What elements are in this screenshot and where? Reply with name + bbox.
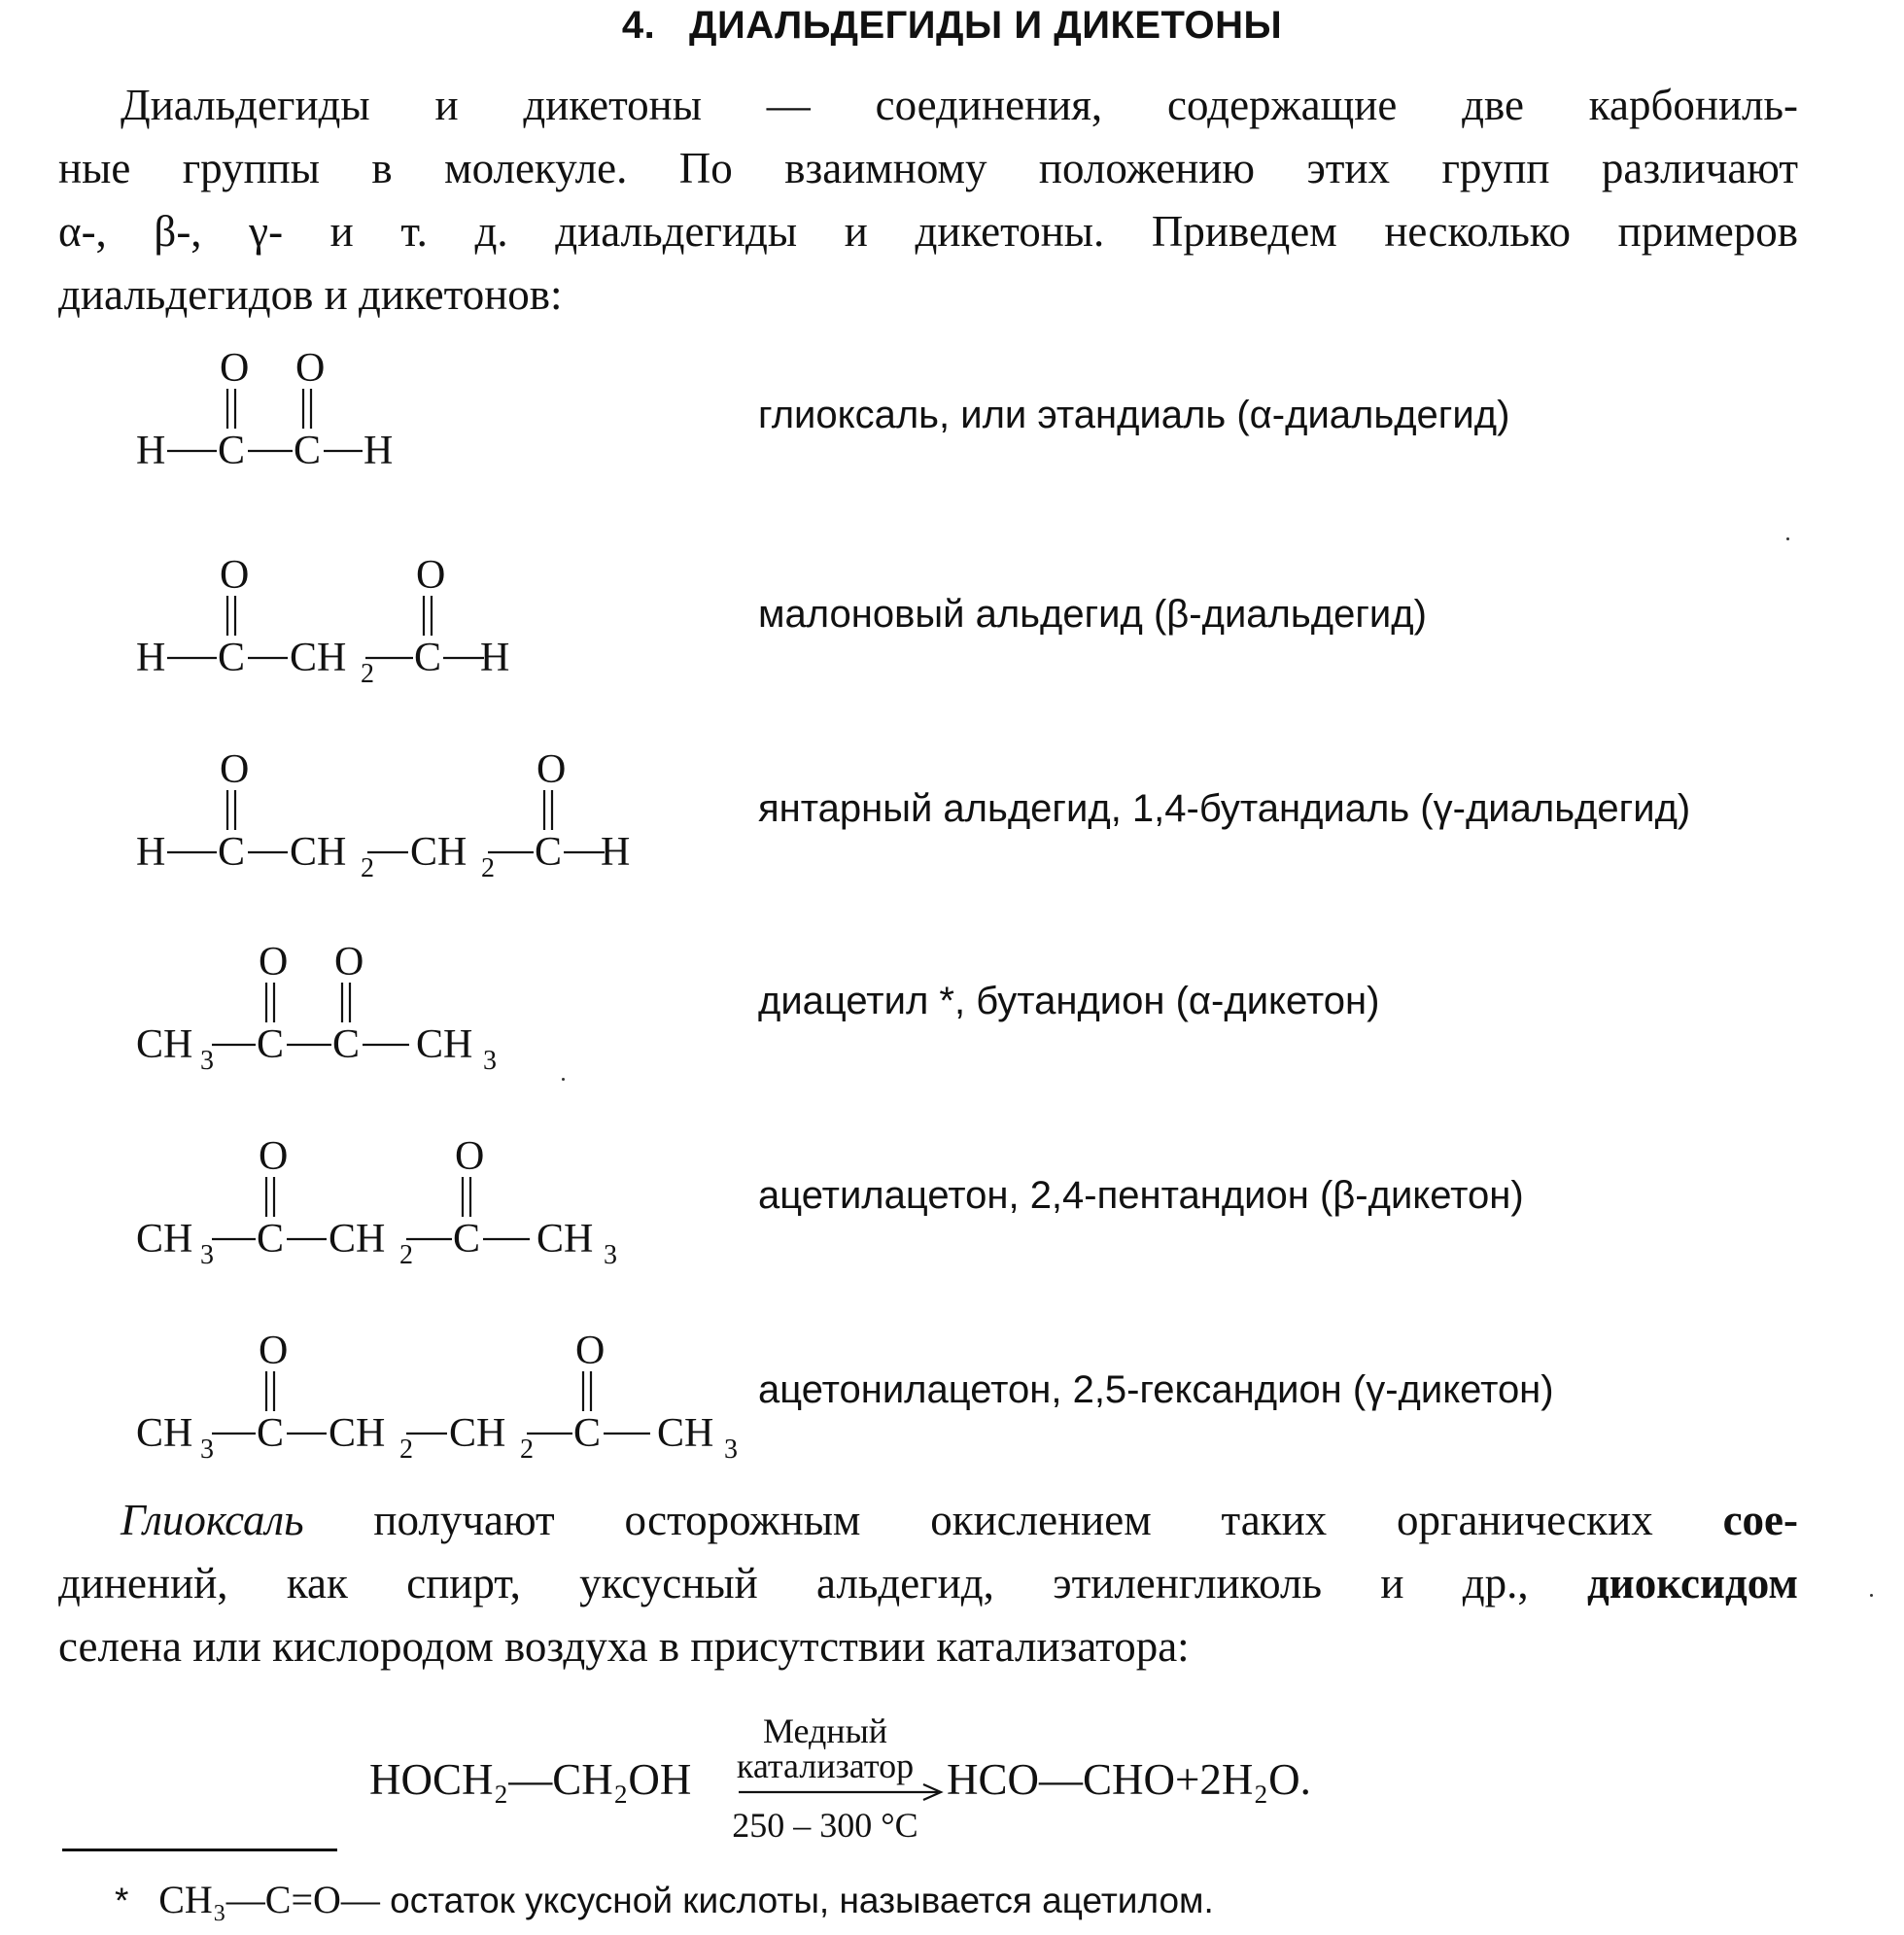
svg-text:C: C bbox=[414, 636, 442, 680]
footnote bbox=[115, 1877, 1214, 1922]
svg-text:3: 3 bbox=[200, 1434, 214, 1465]
glyoxal-line: селена или кислородом воздуха в присутствии катализатора: bbox=[58, 1622, 1190, 1671]
svg-text:C: C bbox=[218, 636, 246, 680]
svg-text:2: 2 bbox=[361, 659, 374, 689]
svg-text:H: H bbox=[480, 636, 510, 680]
structure-glyoxal bbox=[134, 345, 445, 482]
glyoxal-text: получают осторожным окислением таких органических bbox=[373, 1496, 1653, 1544]
glyoxal-text: динений, как спирт, уксусный альдегид, этиленгликоль и др., bbox=[58, 1559, 1529, 1607]
compound-name: ацетонилацетон, 2,5-гександион (γ-дикетон) bbox=[758, 1368, 1554, 1411]
glyoxal-line bbox=[58, 1552, 1798, 1615]
svg-text:2: 2 bbox=[361, 853, 374, 883]
svg-text:O: O bbox=[220, 553, 250, 598]
intro-line: Диальдегиды и дикетоны — соединения, содержащие две карбониль- bbox=[121, 81, 1798, 129]
scan-speck bbox=[562, 1078, 565, 1081]
svg-text:CH: CH bbox=[416, 1022, 473, 1067]
compound-name: ацетилацетон, 2,4-пентандион (β-дикетон) bbox=[758, 1174, 1524, 1217]
glyoxal-line bbox=[58, 1489, 1798, 1552]
section-heading bbox=[0, 4, 1904, 48]
structure-acetonylacetone bbox=[134, 1328, 756, 1474]
svg-text:3: 3 bbox=[724, 1434, 738, 1465]
glyoxal-text-bold: сое- bbox=[1722, 1496, 1798, 1544]
svg-text:2: 2 bbox=[399, 1434, 413, 1465]
intro-line: диальдегидов и дикетонов: bbox=[58, 270, 563, 319]
svg-text:C: C bbox=[573, 1411, 602, 1456]
svg-text:CH: CH bbox=[136, 1411, 193, 1456]
svg-text:O: O bbox=[220, 346, 250, 391]
intro-paragraph bbox=[58, 74, 1798, 327]
svg-text:C: C bbox=[218, 429, 246, 473]
svg-text:CH: CH bbox=[410, 830, 467, 875]
svg-text:CH: CH bbox=[290, 636, 347, 680]
svg-text:C: C bbox=[535, 830, 563, 875]
svg-text:3: 3 bbox=[200, 1046, 214, 1076]
compound-name: диацетил *, бутандион (α-дикетон) bbox=[758, 980, 1380, 1022]
reaction-equation bbox=[369, 1701, 1536, 1847]
reaction-conditions: 250 – 300 °C bbox=[732, 1806, 918, 1845]
svg-text:2: 2 bbox=[481, 853, 495, 883]
compound-name: малоновый альдегид (β-диальдегид) bbox=[758, 593, 1427, 636]
structure-diacetyl bbox=[134, 939, 562, 1086]
svg-text:O: O bbox=[220, 747, 250, 792]
svg-text:CH: CH bbox=[329, 1217, 386, 1261]
footnote-divider bbox=[62, 1849, 337, 1851]
footnote-text: остаток уксусной кислоты, называется ацетилом. bbox=[390, 1881, 1214, 1920]
svg-text:H: H bbox=[136, 830, 166, 875]
svg-text:2: 2 bbox=[520, 1434, 534, 1465]
svg-text:O: O bbox=[537, 747, 567, 792]
reactant: HOCH₂—CH₂OH bbox=[369, 1755, 692, 1804]
svg-text:O: O bbox=[259, 1329, 289, 1373]
intro-line: α-, β-, γ- и т. д. диальдегиды и дикетоны. Приведем несколько примеров bbox=[58, 207, 1798, 256]
compound-name: янтарный альдегид, 1,4-бутандиаль (γ-диальдегид) bbox=[758, 787, 1691, 830]
svg-text:C: C bbox=[257, 1217, 285, 1261]
svg-text:CH: CH bbox=[449, 1411, 506, 1456]
svg-text:O: O bbox=[334, 940, 364, 985]
catalyst-line2: катализатор bbox=[736, 1746, 915, 1785]
svg-text:3: 3 bbox=[200, 1240, 214, 1270]
svg-text:O: O bbox=[295, 346, 326, 391]
svg-text:CH: CH bbox=[329, 1411, 386, 1456]
svg-text:H: H bbox=[136, 429, 166, 473]
section-title: ДИАЛЬДЕГИДЫ И ДИКЕТОНЫ bbox=[689, 4, 1283, 47]
structure-succinaldehyde bbox=[134, 746, 659, 893]
svg-text:C: C bbox=[453, 1217, 481, 1261]
svg-text:3: 3 bbox=[483, 1046, 497, 1076]
scan-speck bbox=[1786, 537, 1789, 540]
glyoxal-text-bold: диоксидом bbox=[1587, 1559, 1799, 1607]
svg-text:O: O bbox=[259, 940, 289, 985]
svg-text:H: H bbox=[601, 830, 631, 875]
svg-text:H: H bbox=[136, 636, 166, 680]
footnote-marker: * bbox=[115, 1881, 129, 1920]
structure-malonaldehyde bbox=[134, 552, 542, 699]
svg-text:3: 3 bbox=[604, 1240, 617, 1270]
product: HCO—CHO+2H₂O. bbox=[947, 1755, 1311, 1804]
svg-text:C: C bbox=[218, 830, 246, 875]
svg-text:O: O bbox=[455, 1134, 485, 1179]
svg-text:C: C bbox=[332, 1022, 361, 1067]
scan-speck bbox=[1870, 1594, 1873, 1597]
intro-line: ные группы в молекуле. По взаимному положению этих групп различают bbox=[58, 144, 1798, 192]
svg-text:CH: CH bbox=[657, 1411, 714, 1456]
glyoxal-paragraph bbox=[58, 1489, 1798, 1678]
svg-text:CH: CH bbox=[136, 1022, 193, 1067]
term-glyoxal: Глиоксаль bbox=[121, 1496, 304, 1544]
svg-text:CH: CH bbox=[537, 1217, 594, 1261]
svg-text:CH: CH bbox=[136, 1217, 193, 1261]
structure-acetylacetone bbox=[134, 1133, 640, 1280]
svg-text:O: O bbox=[259, 1134, 289, 1179]
svg-text:H: H bbox=[363, 429, 394, 473]
section-number: 4. bbox=[621, 4, 656, 47]
compound-name: глиоксаль, или этандиаль (α-диальдегид) bbox=[758, 394, 1510, 436]
svg-text:2: 2 bbox=[399, 1240, 413, 1270]
footnote-formula: CH₃—C=O— bbox=[158, 1878, 380, 1921]
svg-text:C: C bbox=[257, 1022, 285, 1067]
svg-text:O: O bbox=[416, 553, 446, 598]
svg-text:C: C bbox=[294, 429, 322, 473]
catalyst-line1: Медный bbox=[762, 1711, 888, 1750]
svg-text:O: O bbox=[575, 1329, 606, 1373]
svg-text:C: C bbox=[257, 1411, 285, 1456]
svg-text:CH: CH bbox=[290, 830, 347, 875]
